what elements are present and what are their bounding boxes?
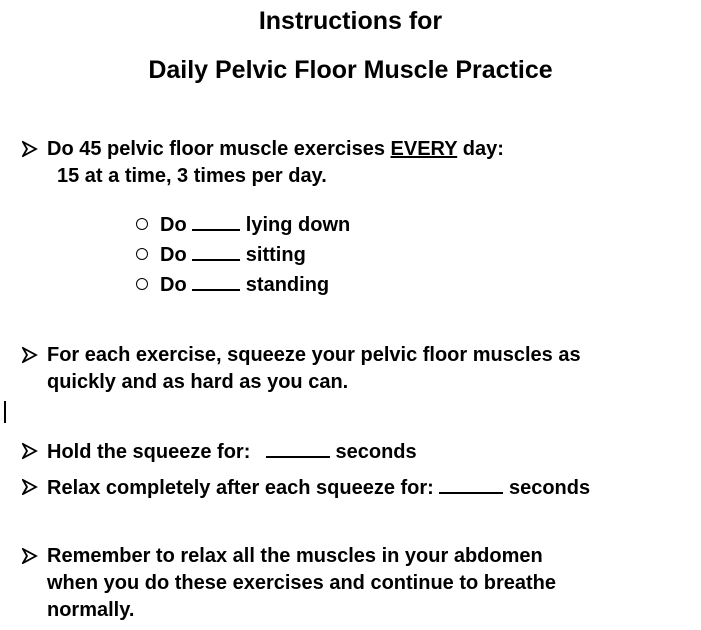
- page-title-line-1: Instructions for: [258, 7, 443, 35]
- page-title-line-2: Daily Pelvic Floor Muscle Practice: [148, 56, 553, 84]
- bullet-relax: [22, 474, 590, 502]
- arrow-bullet-icon: [22, 543, 40, 572]
- daily-text-before: Do 45 pelvic floor muscle exercises: [47, 138, 385, 160]
- bullet-squeeze: [22, 342, 581, 396]
- arrow-bullet-icon: [22, 438, 40, 467]
- hollow-circle-bullet-icon: [136, 278, 148, 290]
- hold-text: Hold the squeeze for:: [47, 441, 251, 463]
- arrow-bullet-icon: [22, 136, 40, 165]
- relax-unit: seconds: [508, 477, 591, 499]
- position-item-lying: [136, 210, 350, 240]
- blank-count-field[interactable]: [192, 241, 240, 261]
- hold-unit: seconds: [335, 441, 417, 463]
- position-item-sitting: [136, 240, 306, 270]
- remember-text-line-3: normally.: [47, 599, 135, 621]
- position-prefix: Do: [160, 244, 187, 266]
- hollow-circle-bullet-icon: [136, 218, 148, 230]
- position-prefix: Do: [160, 214, 187, 236]
- position-prefix: Do: [160, 274, 187, 296]
- arrow-bullet-icon: [22, 342, 40, 371]
- text-cursor: [4, 401, 6, 423]
- arrow-bullet-icon: [22, 474, 40, 503]
- blank-relax-seconds-field[interactable]: [439, 474, 503, 494]
- position-label: lying down: [245, 214, 351, 236]
- remember-text-line-2: when you do these exercises and continue to breathe: [47, 572, 557, 594]
- squeeze-text-line-1: For each exercise, squeeze your pelvic floor muscles as: [47, 344, 581, 366]
- remember-text-line-1: Remember to relax all the muscles in your abdomen: [47, 545, 543, 567]
- daily-text-after: day:: [462, 138, 504, 160]
- blank-hold-seconds-field[interactable]: [266, 438, 330, 458]
- every-emphasis: EVERY: [390, 138, 458, 160]
- squeeze-text-line-2: quickly and as hard as you can.: [47, 371, 349, 393]
- bullet-daily-exercises: [22, 136, 504, 190]
- hollow-circle-bullet-icon: [136, 248, 148, 260]
- relax-text: Relax completely after each squeeze for:: [47, 477, 434, 499]
- bullet-remember: [22, 543, 556, 624]
- daily-text-line-2: 15 at a time, 3 times per day.: [57, 165, 327, 187]
- position-item-standing: [136, 270, 329, 300]
- bullet-hold: [22, 438, 417, 466]
- blank-count-field[interactable]: [192, 271, 240, 291]
- blank-count-field[interactable]: [192, 211, 240, 231]
- position-label: standing: [245, 274, 330, 296]
- position-label: sitting: [245, 244, 306, 266]
